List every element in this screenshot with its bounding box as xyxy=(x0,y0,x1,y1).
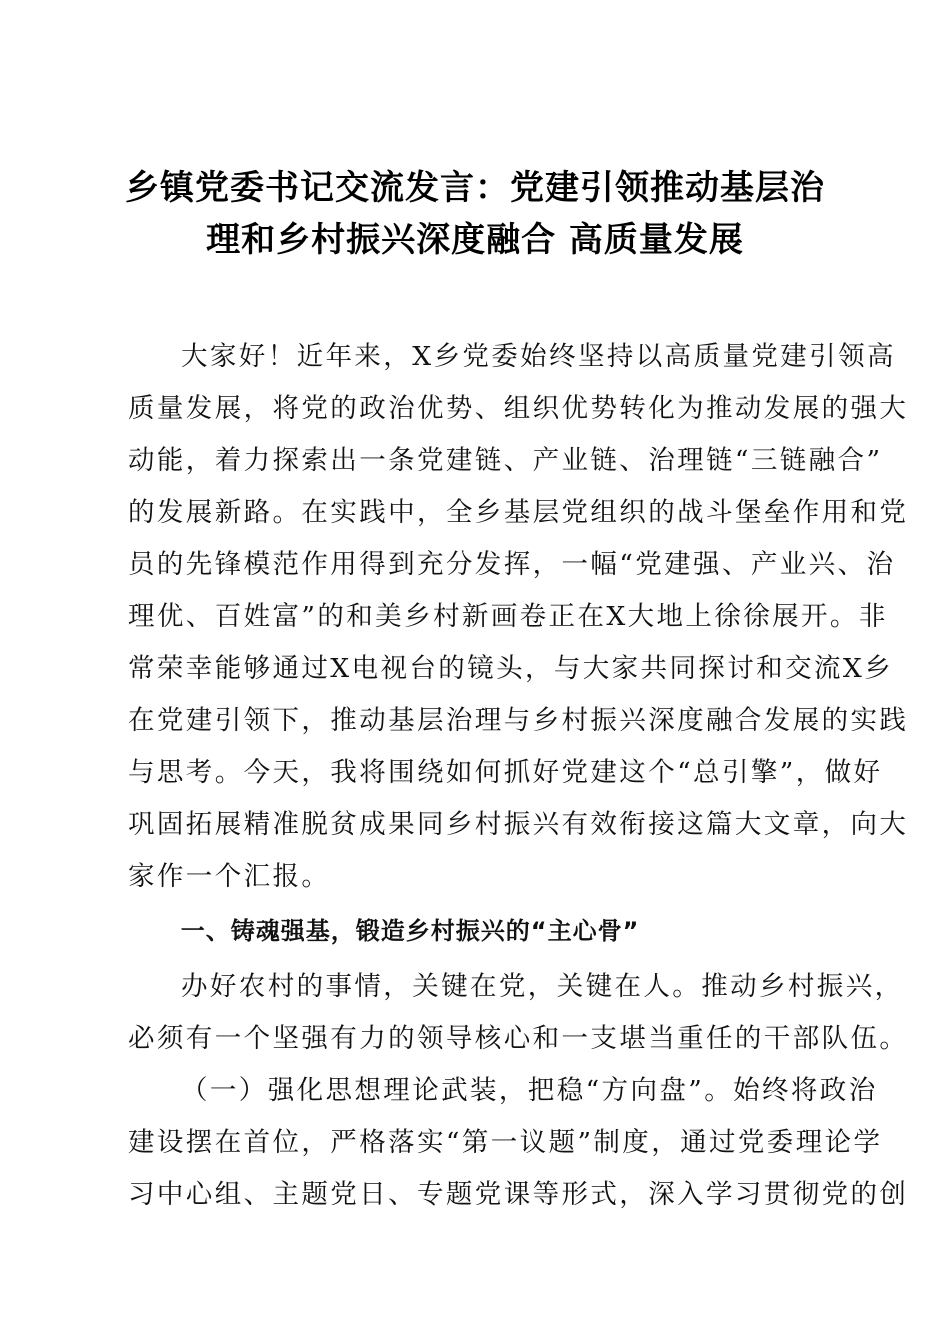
title-line-1: 乡镇党委书记交流发言：党建引领推动基层治 xyxy=(125,168,825,208)
title-line-2: 理和乡村振兴深度融合 高质量发展 xyxy=(206,220,744,260)
text-line: 大家好！近年来，X乡党委始终坚持以高质量党建引领高 xyxy=(181,341,896,372)
text-line: 建设摆在首位，严格落实“第一议题”制度，通过党委理论学 xyxy=(128,1127,883,1158)
text-line: （一）强化思想理论武装，把稳“方向盘”。始终将政治 xyxy=(181,1075,878,1106)
text-line: 动能，着力探索出一条党建链、产业链、治理链“三链融合” xyxy=(128,445,883,476)
text-line: 在党建引领下，推动基层治理与乡村振兴深度融合发展的实践 xyxy=(128,705,909,736)
document-title xyxy=(100,162,850,266)
paragraph-section1-intro xyxy=(128,961,909,1065)
document-body xyxy=(128,331,909,1221)
text-line: 质量发展，将党的政治优势、组织优势转化为推动发展的强大 xyxy=(128,393,909,424)
text-line: 巩固拓展精准脱贫成果同乡村振兴有效衔接这篇大文章，向大 xyxy=(128,809,909,840)
text-line: 的发展新路。在实践中，全乡基层党组织的战斗堡垒作用和党 xyxy=(128,497,909,528)
text-line: 员的先锋模范作用得到充分发挥，一幅“党建强、产业兴、治 xyxy=(128,549,896,580)
text-line: 与思考。今天，我将围绕如何抓好党建这个“总引擎”，做好 xyxy=(128,757,883,788)
text-line: 习中心组、主题党日、专题党课等形式，深入学习贯彻党的创 xyxy=(128,1179,909,1210)
text-line: 家作一个汇报。 xyxy=(128,861,331,892)
text-line: 办好农村的事情，关键在党，关键在人。推动乡村振兴， xyxy=(181,971,904,1002)
text-line: 理优、百姓富”的和美乡村新画卷正在X大地上徐徐展开。非 xyxy=(128,601,888,632)
text-line: 常荣幸能够通过X电视台的镜头，与大家共同探讨和交流X乡 xyxy=(128,653,894,684)
section-heading-1: 一、铸魂强基，锻造乡村振兴的“主心骨” xyxy=(180,917,640,945)
text-line: 必须有一个坚强有力的领导核心和一支堪当重任的干部队伍。 xyxy=(128,1023,909,1054)
paragraph-subsection-1 xyxy=(128,1065,909,1221)
paragraph-intro xyxy=(128,331,909,903)
